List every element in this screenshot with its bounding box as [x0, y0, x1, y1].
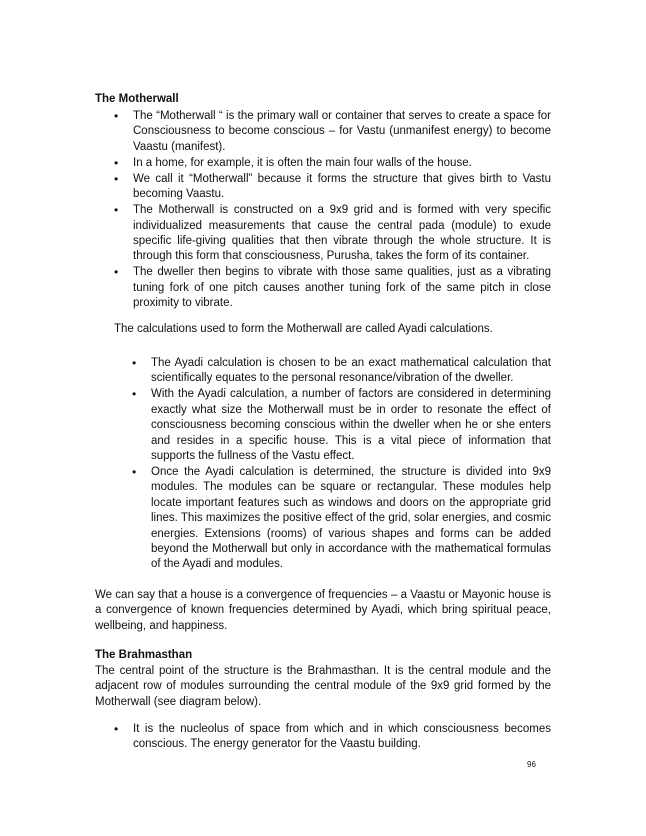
bullet-icon: • [114, 265, 119, 280]
list-item [114, 265, 551, 311]
brahmasthan-intro: The central point of the structure is the Brahmasthan. It is the central module and the adjacent row of modules surrounding the central module of the 9x9 grid formed by the Motherwall (see diagram below). [95, 665, 551, 708]
bullet-text: The Motherwall is constructed on a 9x9 grid and is formed with very specific individualized measurements that cause the central pada (module) to exude specific life-giving qualities that then vibrate through the whole structure. It is through this form that consciousness, Purusha, takes the form of its container. [133, 204, 551, 263]
brahmasthan-bullet-list [114, 722, 551, 753]
list-item [114, 722, 551, 753]
bullet-text: With the Ayadi calculation, a number of factors are considered in determining exactly what size the Motherwall must be in order to resonate the effect of consciousness becoming conscious within the dweller when he or she enters and resides in a specific house. This is a vital piece of information that supports the fullness of the Vastu effect. [151, 388, 551, 463]
brahmasthan-heading: The Brahmasthan [95, 649, 193, 661]
ayadi-bullet-list [132, 356, 551, 573]
bullet-text: The dweller then begins to vibrate with those same qualities, just as a vibrating tuning fork of one pitch causes another tuning fork of the same pitch in close proximity to vibrate. [133, 266, 551, 310]
bullet-text: We call it “Motherwall” because it forms the structure that gives birth to Vastu becoming Vaastu. [133, 172, 551, 201]
bullet-icon: • [132, 356, 137, 370]
motherwall-heading: The Motherwall [95, 93, 179, 105]
bullet-icon: • [114, 722, 119, 736]
bullet-text: In a home, for example, it is often the main four walls of the house. [133, 156, 472, 169]
bullet-icon: • [132, 465, 137, 480]
list-item [114, 171, 551, 203]
bullet-icon: • [114, 155, 119, 170]
bullet-text: The Ayadi calculation is chosen to be an exact mathematical calculation that scientifically equates to the personal resonance/vibration of the dweller. [151, 357, 551, 385]
bullet-icon: • [114, 203, 119, 218]
list-item [114, 109, 551, 155]
list-item [132, 356, 551, 387]
convergence-paragraph: We can say that a house is a convergence of frequencies – a Vaastu or Mayonic house is a convergence of known frequencies determined by Ayadi, which bring spiritual peace, wellbeing, and happiness. [95, 589, 551, 632]
list-item [114, 155, 551, 171]
bullet-icon: • [114, 171, 119, 186]
list-item [132, 465, 551, 573]
bullet-text: It is the nucleolus of space from which and in which consciousness becomes conscious. The energy generator for the Vaastu building. [133, 723, 551, 751]
motherwall-bullet-list [114, 109, 551, 312]
bullet-text: The “Motherwall “ is the primary wall or container that serves to create a space for Consciousness to become conscious – for Vastu (unmanifest energy) to become Vaastu (manifest). [133, 110, 551, 153]
page-number: 96 [527, 760, 536, 769]
bullet-icon: • [132, 387, 137, 402]
bullet-icon: • [114, 109, 119, 123]
ayadi-intro: The calculations used to form the Motherwall are called Ayadi calculations. [114, 323, 493, 335]
list-item [114, 203, 551, 265]
list-item [132, 387, 551, 464]
bullet-text: Once the Ayadi calculation is determined, the structure is divided into 9x9 modules. The modules can be square or rectangular. These modules help locate important features such as windows and doors on the appropriate grid lines. This maximizes the positive effect of the grid, solar energies, and cosmic energies. Extensions (rooms) of various shapes and forms can be added beyond the Motherwall but only in accordance with the mathematical formulas of the Ayadi and modules. [151, 466, 551, 571]
